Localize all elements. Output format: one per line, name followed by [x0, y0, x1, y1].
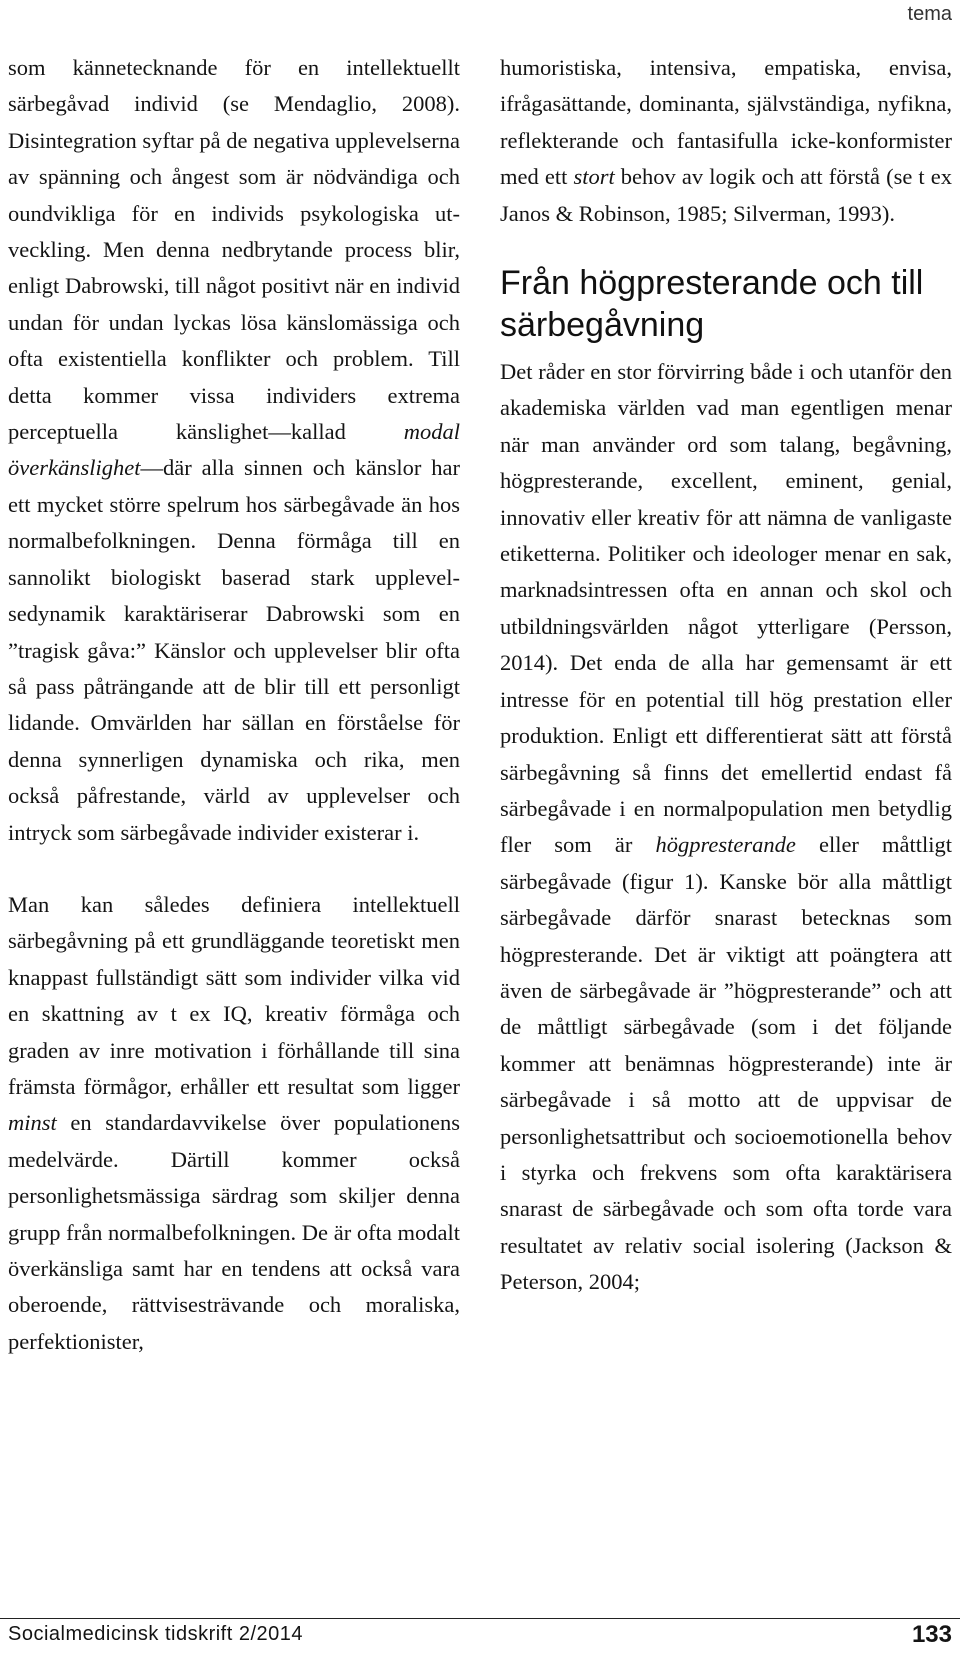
left-p2-text: Man kan således definiera intellektuell särbegåvning på ett grundläggande teoretiskt men knappast fullständigt sätt som individer vilka vid en skattning av t ex IQ, kreativ förmåga och graden av inre motivation i förhållande till sina främsta förmågor, erhåller ett resultat som ligger [8, 891, 460, 1099]
right-paragraph-1 [500, 50, 952, 232]
left-p2-emphasis: minst [8, 1110, 57, 1136]
right-paragraph-2 [500, 354, 952, 1301]
left-paragraph-1 [8, 50, 460, 851]
left-p1-text: som kännetecknande för en intellektuellt särbegåvad individ (se Mendaglio, 2008). Disintegration syftar på de negativa upplevelserna av spänning och ångest som är nödvändiga och oundvikliga för en individs psykologiska utveckling. Men denna nedbrytande process blir, enligt Dabrowski, till något positivt när en individ undan för undan lyckas lösa känslomässiga och ofta existentiella konflikter och problem. Till detta kommer vissa individers extrema perceptuella känslighet—kallad [8, 55, 460, 445]
right-p1-emphasis: stort [573, 164, 615, 190]
right-column [500, 50, 952, 1301]
section-heading: Från högpresterande och till särbegåvning [500, 264, 924, 345]
left-p1-emphasis: modal överkänslighet [8, 419, 460, 481]
section-tag: tema [907, 3, 952, 25]
left-column [8, 50, 460, 1360]
left-paragraph-2 [8, 887, 460, 1360]
right-p2-rest: eller måttligt särbegåvade (figur 1). Kanske bör alla måttligt särbegåvade därför snarast betecknas som högpresterande. Det är viktigt att poängtera att även de särbegåvade är ”högpresterande” och att de måttligt särbegåvade (som i det följande kommer att benämnas högpresterande) inte är särbegåvade i så motto att de uppvisar de personlighetsattribut och socioemotionella behov i styrka och frekvens som ofta karaktärisera snarast de särbegåvade och som ofta torde vara resultatet av relativ social isolering (Jackson & Peterson, 2004; [500, 832, 952, 1295]
right-p1-rest: behov av logik och att förstå (se t ex Janos & Robinson, 1985; Silverman, 1993). [500, 164, 953, 226]
page-number: 133 [911, 1621, 952, 1648]
page-footer [0, 1618, 960, 1653]
journal-name: Socialmedicinsk tidskrift 2/2014 [8, 1623, 304, 1645]
right-p2-emphasis: högpresterande [655, 832, 796, 858]
right-p1-text: humoristiska, intensiva, empatiska, envisa, ifrågasättande, dominanta, självständiga, nyfikna, reflekterande och fantasifulla icke-konformister med ett [500, 55, 952, 190]
left-p1-rest: —där alla sinnen och känslor har ett mycket större spelrum hos särbegåvade än hos normalbefolkningen. Denna förmåga till en sannolikt biologiskt baserad stark upplevelsedynamik karaktäriserar Dabrowski som en ”tragisk gåva:” Känslor och upplevelser blir ofta så pass påträngande att de blir till ett personligt lidande. Omvärlden har sällan en förståelse för denna synnerligen dynamiska och rika, men också påfrestande, värld av upplevelser och intryck som särbegåvade individer existerar i. [8, 455, 460, 845]
left-p2-rest: en standardavvikelse över populationens medelvärde. Därtill kommer också personlighetsmässiga särdrag som skiljer denna grupp från normalbefolkningen. De är ofta modalt överkänsliga samt har en tendens att också vara oberoende, rättvisesträvande och moraliska, perfektionister, [8, 1110, 460, 1354]
right-p2-text: Det råder en stor förvirring både i och utanför den akademiska världen vad man egentligen menar när man använder ord som talang, begåvning, högpresterande, excellent, eminent, genial, innovativ eller kreativ för att nämna de vanligaste etiketterna. Politiker och ideologer menar en sak, marknadsintressen ofta en annan och skol och utbildningsvärlden något ytterligare (Persson, 2014). Det enda de alla har gemensamt är ett intresse för en potential till hög prestation eller produktion. Enligt ett differentierat sätt att förstå särbegåvning så finns det emellertid endast få särbegåvade i en normalpopulation men betydlig fler som är [500, 359, 952, 858]
